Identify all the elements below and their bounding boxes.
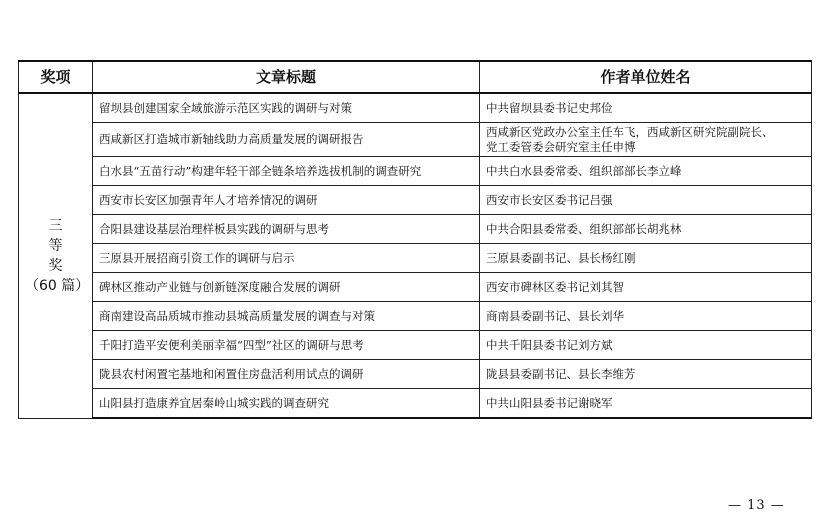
article-title: 商南建设高品质城市推动县城高质量发展的调查与对策	[93, 302, 480, 331]
award-level-cell	[19, 93, 93, 418]
table-header-row	[19, 61, 812, 93]
table-row	[19, 186, 812, 215]
table-row	[19, 302, 812, 331]
header-award: 奖项	[19, 61, 93, 93]
table-row	[19, 360, 812, 389]
article-author: 中共白水县委常委、组织部部长李立峰	[480, 157, 812, 186]
article-author: 中共留坝县委书记史邦俭	[480, 93, 812, 123]
article-title: 留坝县创建国家全域旅游示范区实践的调研与对策	[93, 93, 480, 123]
article-author: 西安市碑林区委书记刘其智	[480, 273, 812, 302]
article-author: 商南县委副书记、县长刘华	[480, 302, 812, 331]
article-author: 西安市长安区委书记吕强	[480, 186, 812, 215]
award-level-char: 三	[48, 217, 63, 234]
table-row	[19, 331, 812, 360]
article-author: 中共合阳县委常委、组织部部长胡兆林	[480, 215, 812, 244]
award-level-char: 奖	[48, 257, 63, 274]
article-title: 碑林区推动产业链与创新链深度融合发展的调研	[93, 273, 480, 302]
article-title: 千阳打造平安便利美丽幸福“四型”社区的调研与思考	[93, 331, 480, 360]
article-title: 西安市长安区加强青年人才培养情况的调研	[93, 186, 480, 215]
article-title: 陇县农村闲置宅基地和闲置住房盘活利用试点的调研	[93, 360, 480, 389]
table-row	[19, 215, 812, 244]
table-row	[19, 123, 812, 157]
article-author-line: 西咸新区党政办公室主任车飞，西咸新区研究院副院长、	[486, 124, 774, 139]
article-author: 中共山阳县委书记谢晓军	[480, 389, 812, 419]
article-title: 西咸新区打造城市新轴线助力高质量发展的调研报告	[93, 123, 480, 157]
table-row	[19, 389, 812, 419]
article-title: 白水县“五苗行动”构建年轻干部全链条培养选拔机制的调查研究	[93, 157, 480, 186]
award-count: （60 篇）	[25, 277, 90, 294]
article-author	[480, 123, 812, 157]
awards-table	[18, 60, 812, 419]
page-number: — 13 —	[728, 498, 785, 513]
table-row	[19, 93, 812, 123]
award-level-char: 等	[48, 237, 63, 254]
table-row	[19, 244, 812, 273]
article-author: 陇县县委副书记、县长李维芳	[480, 360, 812, 389]
header-title: 文章标题	[93, 61, 480, 93]
article-author-line: 党工委管委会研究室主任申博	[486, 139, 636, 154]
article-title: 三原县开展招商引资工作的调研与启示	[93, 244, 480, 273]
article-author: 三原县委副书记、县长杨红刚	[480, 244, 812, 273]
table-row	[19, 157, 812, 186]
article-title: 山阳县打造康养宜居秦岭山城实践的调查研究	[93, 389, 480, 419]
article-author: 中共千阳县委书记刘方斌	[480, 331, 812, 360]
table-row	[19, 273, 812, 302]
header-author: 作者单位姓名	[480, 61, 812, 93]
article-title: 合阳县建设基层治理样板县实践的调研与思考	[93, 215, 480, 244]
